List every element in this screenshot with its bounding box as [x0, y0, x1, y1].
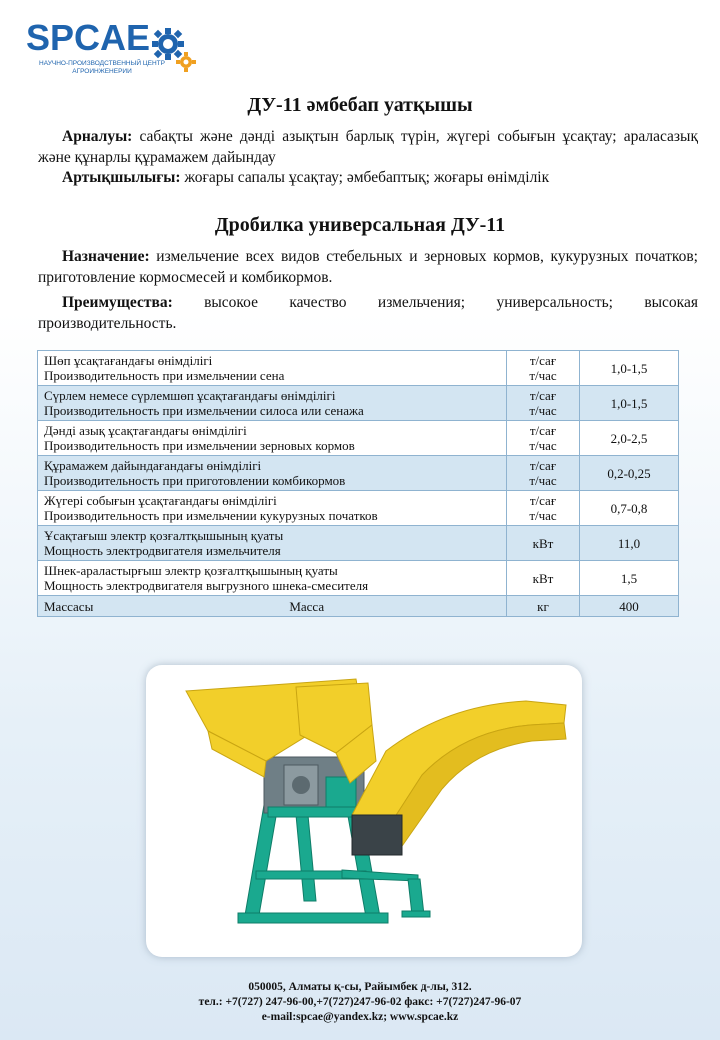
- title-ru: Дробилка универсальная ДУ-11: [214, 214, 506, 236]
- advantages-kz-label: Артықшылығы:: [62, 169, 181, 186]
- mass-value: 400: [580, 596, 679, 617]
- advantages-ru-label: Преимущества:: [62, 294, 173, 311]
- spec-name-kz: Жүгері собығын ұсақтағандағы өнімділігі: [44, 493, 277, 508]
- logo-text: SPCAE: [26, 17, 151, 58]
- spec-unit: кВт: [507, 561, 580, 596]
- spec-unit-kz: т/сағ: [529, 423, 557, 438]
- spec-value: 1,0-1,5: [580, 351, 679, 386]
- spec-unit-kz: т/сағ: [529, 353, 557, 368]
- spec-name-ru: Производительность при измельчении зерновых кормов: [44, 438, 355, 453]
- spec-unit-ru: т/час: [529, 473, 557, 488]
- footer-phones: тел.: +7(727) 247-96-00,+7(727)247-96-02 факс: +7(727)247-96-07: [198, 996, 522, 1008]
- table-row: [38, 351, 679, 386]
- purpose-kz: [38, 126, 698, 168]
- table-row: [38, 456, 679, 491]
- spec-name-ru: Производительность при измельчении сена: [44, 368, 285, 383]
- mass-label-ru: Масса: [289, 598, 325, 614]
- spec-value: 1,5: [580, 561, 679, 596]
- spec-name-ru: Мощность электродвигателя выгрузного шнека-смесителя: [44, 578, 369, 593]
- spec-name-ru: Производительность при измельчении кукурузных початков: [44, 508, 378, 523]
- spec-name-kz: Дәнді азық ұсақтағандағы өнімділігі: [44, 423, 247, 438]
- spec-unit-kz: т/сағ: [529, 493, 557, 508]
- purpose-ru-text: измельчение всех видов стебельных и зерновых кормов, кукурузных початков; приготовление кормосмесей и комбикормов.: [38, 248, 698, 286]
- spec-value: 1,0-1,5: [580, 386, 679, 421]
- specs-table: [37, 350, 679, 617]
- spec-name-kz: Құрамажем дайындағандағы өнімділігі: [44, 458, 262, 473]
- table-row: [38, 526, 679, 561]
- spec-unit: кВт: [507, 526, 580, 561]
- spec-name-kz: Сүрлем немесе сүрлемшөп ұсақтағандағы өнімділігі: [44, 388, 336, 403]
- product-photo-frame: [146, 665, 582, 957]
- title-kz: ДУ-11 әмбебап уатқышы: [247, 94, 473, 116]
- spec-value: 0,7-0,8: [580, 491, 679, 526]
- spec-name-ru: Мощность электродвигателя измельчителя: [44, 543, 281, 558]
- spec-unit-ru: т/час: [529, 438, 557, 453]
- spec-name-kz: Шнек-араластырғыш электр қозғалтқышының қуаты: [44, 563, 338, 578]
- spec-name-ru: Производительность при приготовлении комбикормов: [44, 473, 346, 488]
- advantages-kz-text: жоғары сапалы ұсақтау; әмбебаптық; жоғары өнімділік: [180, 169, 550, 186]
- table-row: [38, 386, 679, 421]
- spec-name-kz: Ұсақтағыш электр қозғалтқышының қуаты: [44, 528, 284, 543]
- spec-value: 11,0: [580, 526, 679, 561]
- spec-unit-kz: т/сағ: [529, 458, 557, 473]
- table-row-mass: [38, 596, 679, 617]
- advantages-ru-text: высокое качество измельчения; универсальность; высокая производительность.: [38, 294, 698, 332]
- mass-label-kz: Массасы: [44, 598, 94, 614]
- crusher-machine-image: [146, 665, 582, 957]
- table-row: [38, 421, 679, 456]
- purpose-ru-label: Назначение:: [62, 248, 150, 265]
- spec-unit-ru: т/час: [529, 403, 557, 418]
- spec-value: 0,2-0,25: [580, 456, 679, 491]
- advantages-kz: [38, 167, 698, 188]
- advantages-ru: [38, 292, 698, 334]
- table-row: [38, 561, 679, 596]
- spec-unit-ru: т/час: [529, 368, 557, 383]
- footer-contacts: e-mail:spcae@yandex.kz; www.spcae.kz: [261, 1011, 459, 1023]
- spec-unit-ru: т/час: [529, 508, 557, 523]
- company-logo: [26, 18, 186, 88]
- table-row: [38, 491, 679, 526]
- purpose-kz-text: сабақты және дәнді азықтын барлық түрін, жүгері собығын ұсақтау; араласазық және құнарлы құрамажем дайындау: [38, 128, 698, 166]
- spec-name-ru: Производительность при измельчении силоса или сенажа: [44, 403, 364, 418]
- purpose-kz-label: Арналуы:: [62, 128, 133, 145]
- spec-value: 2,0-2,5: [580, 421, 679, 456]
- footer-address: 050005, Алматы қ-сы, Райымбек д-лы, 312.: [248, 981, 472, 993]
- spec-unit-kz: т/сағ: [529, 388, 557, 403]
- purpose-ru: [38, 246, 698, 288]
- spec-name-kz: Шөп ұсақтағандағы өнімділігі: [44, 353, 213, 368]
- logo-subtitle: НАУЧНО-ПРОИЗВОДСТВЕННЫЙ ЦЕНТР АГРОИНЖЕНЕРИИ: [39, 60, 165, 75]
- mass-unit: кг: [507, 596, 580, 617]
